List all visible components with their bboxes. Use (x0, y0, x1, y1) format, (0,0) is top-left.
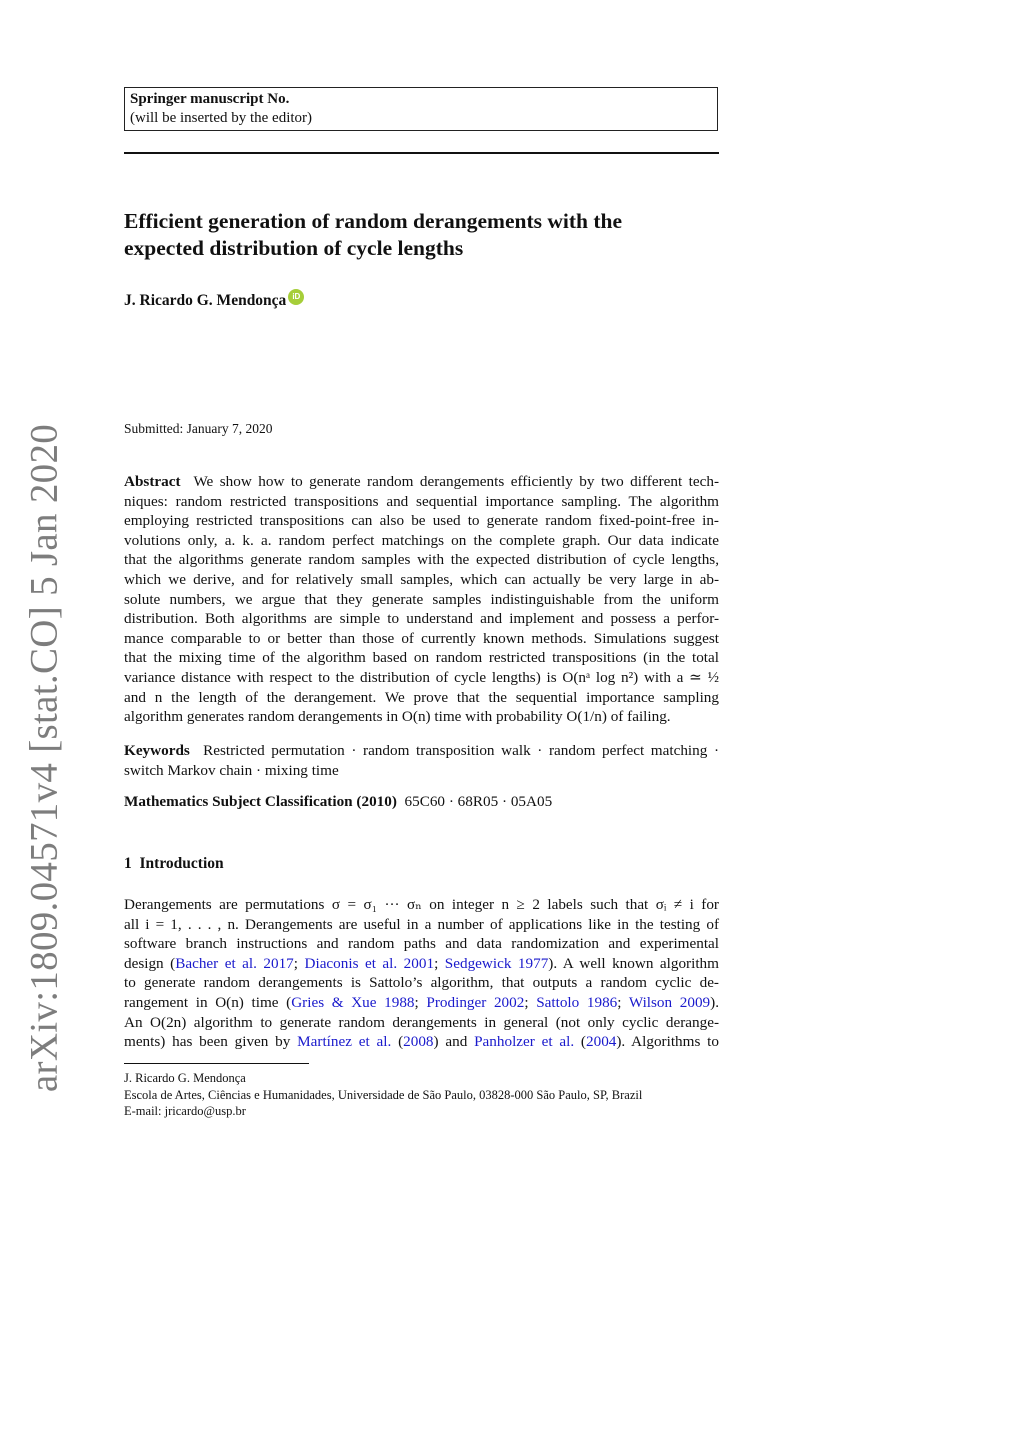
paper-title-line1: Efficient generation of random derangements with the (124, 209, 623, 233)
abstract-line: mance comparable to or better than those of currently known methods. Simulations suggest (124, 629, 719, 647)
intro-line: An O(2n) algorithm to generate random derangements in general (not only cyclic derange- (124, 1013, 719, 1031)
intro-line: to generate random derangements is Sattolo’s algorithm, that outputs a random cyclic de- (124, 974, 719, 992)
abstract-line: that the mixing time of the algorithm based on random restricted transpositions (in the total (124, 649, 719, 667)
intro-line: all i = 1, . . . , n. Derangements are useful in a number of applications like in the testing of (124, 915, 719, 933)
intro-line: Derangements are permutations σ = σ₁ ··· σₙ on integer n ≥ 2 labels such that σᵢ ≠ i for (124, 896, 719, 913)
footnote-name: J. Ricardo G. Mendonça (124, 1071, 246, 1085)
citation-link[interactable]: Sedgewick 1977 (444, 954, 549, 972)
orcid-icon[interactable]: iD (288, 289, 304, 305)
manuscript-box-line1: Springer manuscript No. (130, 91, 290, 107)
intro-line: rangement in O(n) time (Gries & Xue 1988; Prodinger 2002; Sattolo 1986; Wilson 2009). (124, 993, 719, 1011)
section-heading (124, 855, 224, 873)
paper-title-line2: expected distribution of cycle lengths (124, 236, 464, 260)
abstract-line: algorithm generates random derangements in O(n) time with probability O(1/n) of failing. (124, 708, 671, 726)
author-footnote (124, 1070, 642, 1120)
author-line (124, 292, 304, 310)
abstract-line: We show how to generate random derangements efficiently by two different tech- (193, 473, 719, 490)
citation-link[interactable]: Prodinger 2002 (426, 993, 525, 1011)
abstract-line: variance distance with respect to the distribution of cycle lengths) is O(nᵃ log n²) with a ≃ ½ (124, 668, 719, 686)
introduction-body (124, 895, 719, 1052)
abstract-line: solute numbers, we argue that they generate samples indistinguishable from the uniform (124, 590, 719, 608)
author-name: J. Ricardo G. Mendonça (124, 292, 287, 309)
keywords (124, 741, 719, 780)
section-title: Introduction (139, 855, 224, 872)
citation-link[interactable]: Gries & Xue 1988 (291, 993, 415, 1011)
citation-link[interactable]: 2008 (403, 1033, 434, 1051)
footnote-rule (124, 1063, 309, 1064)
abstract-line: and n the length of the derangement. We prove that the sequential importance sampling (124, 688, 719, 706)
footnote-email[interactable]: E-mail: jricardo@usp.br (124, 1104, 246, 1118)
intro-line: design (Bacher et al. 2017; Diaconis et al. 2001; Sedgewick 1977). A well known algorithm (124, 954, 719, 972)
footnote-affiliation: Escola de Artes, Ciências e Humanidades, Universidade de São Paulo, 03828-000 São Paulo, SP, Brazil (124, 1087, 643, 1102)
arxiv-identifier-stamp: arXiv:1809.04571v4 [stat.CO] 5 Jan 2020 (22, 423, 66, 1093)
msc-label: Mathematics Subject Classification (2010) (124, 793, 397, 810)
subject-classification (124, 792, 719, 812)
citation-link[interactable]: Wilson 2009 (628, 993, 711, 1011)
manuscript-number-box (124, 87, 718, 131)
citation-link[interactable]: Martínez et al. (297, 1033, 392, 1051)
abstract-label: Abstract (124, 473, 181, 490)
submitted-date: Submitted: January 7, 2020 (124, 421, 273, 436)
citation-link[interactable]: Panholzer et al. (474, 1033, 575, 1051)
manuscript-box-line2: (will be inserted by the editor) (130, 110, 313, 126)
intro-line: software branch instructions and random paths and data randomization and experimental (124, 935, 719, 953)
section-number: 1 (124, 855, 132, 872)
abstract-line: distribution. Both algorithms are simple to understand and implement and possess a perfor- (124, 610, 719, 628)
citation-link[interactable]: Sattolo 1986 (536, 993, 618, 1011)
abstract-line: niques: random restricted transpositions and sequential importance sampling. The algorithm (124, 492, 719, 510)
abstract-line: employing restricted transpositions can also be used to generate random fixed-point-free in- (124, 512, 719, 530)
citation-link[interactable]: 2004 (586, 1033, 617, 1051)
abstract-line: which we derive, and for relatively small samples, which can actually be very large in ab- (124, 570, 719, 588)
intro-line: ments) has been given by Martínez et al. (2008) and Panholzer et al. (2004). Algorithms to (124, 1033, 719, 1051)
keywords-label: Keywords (124, 742, 190, 759)
abstract (124, 472, 719, 727)
abstract-line: that the algorithms generate random samples with the expected distribution of cycle lengths, (124, 551, 719, 569)
citation-link[interactable]: Bacher et al. 2017 (175, 954, 294, 972)
msc-codes: 65C60 · 68R05 · 05A05 (404, 793, 553, 810)
keywords-line: Restricted permutation · random transposition walk · random perfect matching · (203, 742, 720, 759)
citation-link[interactable]: Diaconis et al. 2001 (304, 954, 435, 972)
paper-title (124, 208, 719, 262)
abstract-line: volutions only, a. k. a. random perfect matchings on the complete graph. Our data indicate (124, 531, 719, 549)
keywords-line: switch Markov chain · mixing time (124, 761, 339, 779)
header-rule (124, 152, 719, 154)
